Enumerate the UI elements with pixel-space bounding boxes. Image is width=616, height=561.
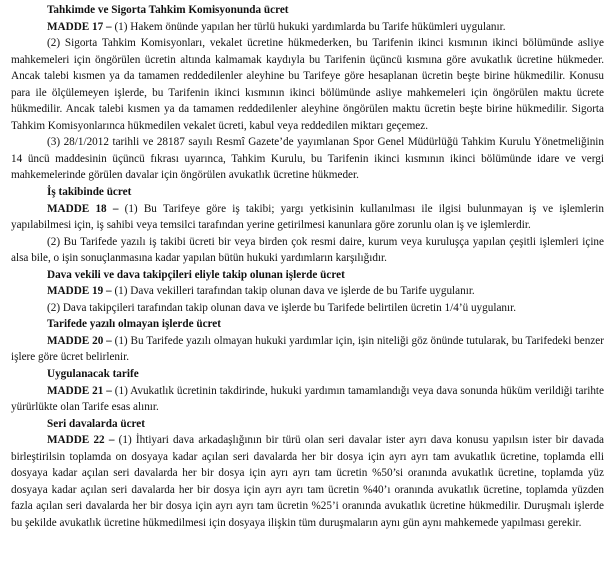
paragraph-text: (1) İhtiyari dava arkadaşlığının bir türü olan seri davalar ister ayrı dava konusu yapılsın ister bir davada birleştirilsin toplamda on dosyaya kadar açılan seri davalarda her bir dosya için ayrı ayrı tam avukatlık ücretine, toplamda elli dosyaya kadar açılan seri davalarda her bir dosya için ayrı ayrı tam ücretin %50’si oranında avukatlık ücretine, toplamda yüz dosyaya kadar açılan seri davalarda her bir dosya için ayrı ayrı tam ücretin %40’ı oranında avukatlık ücretine, toplamda yüzden fazla açılan seri davalarda her bir dosya için ayrı ayrı tam ücretin %25’i oranında avukatlık ücretine hükmedilir. Duruşmalı işlerde bu şekilde avukatlık ücretine hükmedilmesi için dosyaya ilişkin tüm duruşmaların aynı gün aynı mahkemede yapılması gerekir. xyxy=(11,434,605,529)
article-paragraph xyxy=(11,134,604,184)
paragraph-text: (2) Sigorta Tahkim Komisyonları, vekalet ücretine hükmederken, bu Tarifenin ikinci kısmının ikinci bölümünde asliye mahkemeleri için öngörülen ücretin altında kalmamak kaydıyla bu Tarifenin üçüncü kısmına göre avukatlık ücretine hükmeder. Ancak talebi kısmen ya da tamamen reddedilenler aleyhine bu Tarifeye göre hesaplanan ücretin beşte birine hükmedilir. Konusu para ile ölçülemeyen işlerde, bu Tarifenin ikinci kısmının ikinci bölümünde asliye mahkemeleri için öngörülen maktu ücrete hükmedilir. Ancak talebi kısmen ya da tamamen reddedilenler aleyhine öngörülen maktu ücretin beşte birine hükmedilir. Sigorta Tahkim Komisyonlarınca hükmedilen vekalet ücreti, kabul veya reddedilen miktarı geçemez. xyxy=(11,37,604,132)
article-number: MADDE 18 – xyxy=(47,202,125,215)
section-heading: Uygulanacak tarife xyxy=(47,368,139,381)
article-paragraph xyxy=(11,283,604,300)
paragraph-text: (1) Hakem önünde yapılan her türlü hukuki yardımlarda bu Tarife hükümleri uygulanır. xyxy=(114,20,506,33)
section-heading: Seri davalarda ücret xyxy=(47,417,145,430)
article-paragraph xyxy=(11,19,604,36)
article-paragraph xyxy=(11,432,604,531)
article-number: MADDE 17 – xyxy=(47,20,115,33)
article-number: MADDE 22 – xyxy=(47,434,119,447)
section-heading: Dava vekili ve dava takipçileri eliyle takip olunan işlerde ücret xyxy=(47,268,345,281)
paragraph-text: (1) Bu Tarifeye göre iş takibi; yargı yetkisinin kullanılması ile ilgisi bulunmayan iş ve işlemlerin yapılabilmesi için, iş sahibi veya temsilci tarafından yerine getirilmesi kanunlara göre zorunlu olan iş ve işlemlerdir. xyxy=(11,202,604,232)
article-paragraph xyxy=(11,333,604,366)
article-number: MADDE 19 – xyxy=(47,285,115,298)
paragraph-text: (3) 28/1/2012 tarihli ve 28187 sayılı Resmî Gazete’de yayımlanan Spor Genel Müdürlüğü Tahkim Kurulu Yönetmeliğinin 14 üncü maddesinin üçüncü fıkrası uyarınca, Tahkim Kurulu, bu Tarifenin ikinci kısmının ikinci bölümünde idare ve vergi mahkemelerinde görülen davalar için öngörülen avukatlık ücretine hükmeder. xyxy=(11,136,604,182)
paragraph-text: (2) Dava takipçileri tarafından takip olunan dava ve işlerde bu Tarifede belirtilen ücretin 1/4’ü uygulanır. xyxy=(47,301,517,314)
article-paragraph xyxy=(11,234,604,267)
paragraph-text: (1) Dava vekilleri tarafından takip olunan dava ve işlerde de bu Tarife uygulanır. xyxy=(114,285,475,298)
paragraph-text: (2) Bu Tarifede yazılı iş takibi ücreti bir veya birden çok resmi daire, kurum veya kuruluşça yapılan çeşitli işlemleri içine alsa bile, o işin sonuçlanmasına kadar yapılan bütün hukuki yardımların karşılığıdır. xyxy=(11,235,604,265)
article-number: MADDE 20 – xyxy=(47,334,115,347)
article-paragraph xyxy=(11,300,604,317)
paragraph-text: (1) Avukatlık ücretinin takdirinde, hukuki yardımın tamamlandığı veya dava sonunda hüküm verildiği tarihte yürürlükte olan Tarife esas alınır. xyxy=(11,384,604,414)
article-paragraph xyxy=(11,201,604,234)
section-heading: Tarifede yazılı olmayan işlerde ücret xyxy=(47,318,222,331)
article-paragraph xyxy=(11,35,604,134)
paragraph-text: (1) Bu Tarifede yazılı olmayan hukuki yardımlar için, işin niteliği göz önünde tutularak, bu Tarifedeki benzer işlere göre ücret belirlenir. xyxy=(11,334,604,364)
article-paragraph xyxy=(11,383,604,416)
article-number: MADDE 21 – xyxy=(47,384,115,397)
section-heading: İş takibinde ücret xyxy=(47,186,132,199)
section-heading: Tahkimde ve Sigorta Tahkim Komisyonunda ücret xyxy=(47,4,289,16)
